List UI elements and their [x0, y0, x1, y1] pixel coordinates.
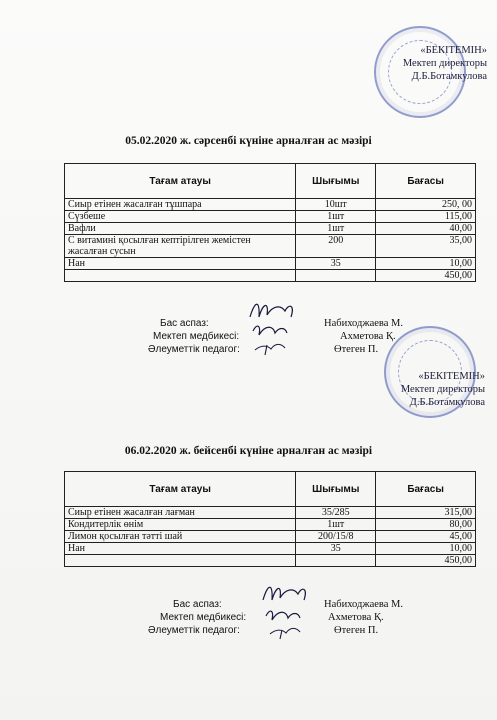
pedagogue-name: Өтеген П.: [334, 344, 379, 355]
dish-yield: 35: [296, 258, 376, 270]
dish-price: 80,00: [376, 519, 476, 531]
dish-name: Сүзбеше: [65, 211, 296, 223]
dish-name: Кондитерлік өнім: [65, 519, 296, 531]
dish-yield: 10шт: [296, 199, 376, 211]
dish-name: Сиыр етінен жасалған лағман: [65, 507, 296, 519]
approval-block: [401, 370, 485, 409]
dish-yield: 1шт: [296, 211, 376, 223]
table-row: [65, 211, 476, 223]
pedagogue-label: Әлеуметтік педагог:: [148, 344, 240, 355]
total-row: [65, 555, 476, 567]
dish-name: Сиыр етінен жасалған тұшпара: [65, 199, 296, 211]
dish-price: 10,00: [376, 543, 476, 555]
dish-price: 10,00: [376, 258, 476, 270]
dish-name: С витамині қосылған кептірілген жемістен жасалған сусын: [65, 235, 296, 258]
menu-table: [64, 471, 476, 567]
dish-name: Нан: [65, 258, 296, 270]
header-price: Бағасы: [376, 472, 476, 507]
approval-position: Мектеп директоры: [400, 384, 485, 395]
total-empty-cell: [296, 270, 376, 282]
total-price: 450,00: [376, 270, 476, 282]
approval-block: [403, 44, 487, 83]
total-empty-cell: [296, 555, 376, 567]
chef-label: Бас аспаз:: [173, 599, 222, 610]
table-row: [65, 235, 476, 258]
chef-name: Набиходжаева М.: [324, 318, 403, 329]
dish-yield: 35: [296, 543, 376, 555]
total-row: [65, 270, 476, 282]
menu-title: 05.02.2020 ж. сәрсенбі күніне арналған ас мәзірі: [125, 135, 372, 147]
table-row: [65, 199, 476, 211]
total-price: 450,00: [376, 555, 476, 567]
chef-label: Бас аспаз:: [160, 318, 209, 329]
handwritten-signatures: [245, 295, 315, 365]
dish-price: 35,00: [376, 235, 476, 258]
nurse-name: Ахметова Қ.: [340, 331, 396, 342]
dish-yield: 200: [296, 235, 376, 258]
dish-name: Вафли: [65, 223, 296, 235]
dish-price: 40,00: [376, 223, 476, 235]
approval-position: Мектеп директоры: [402, 58, 487, 69]
dish-name: Лимон қосылған тәтті шай: [65, 531, 296, 543]
dish-yield: 1шт: [296, 519, 376, 531]
pedagogue-name: Өтеген П.: [334, 625, 379, 636]
nurse-name: Ахметова Қ.: [328, 612, 384, 623]
approval-title: «БЕКІТЕМІН»: [418, 371, 485, 382]
dish-price: 315,00: [376, 507, 476, 519]
approval-name: Д.Б.Ботамкулова: [409, 397, 485, 408]
pedagogue-label: Әлеуметтік педагог:: [148, 625, 240, 636]
table-row: [65, 258, 476, 270]
header-dish-name: Тағам атауы: [65, 472, 296, 507]
nurse-label: Мектеп медбикесі:: [153, 331, 240, 342]
handwritten-signatures: [258, 578, 328, 648]
header-dish-name: Тағам атауы: [65, 164, 296, 199]
header-yield: Шығымы: [296, 164, 376, 199]
table-row: [65, 519, 476, 531]
table-row: [65, 223, 476, 235]
approval-title: «БЕКІТЕМІН»: [420, 45, 487, 56]
table-row: [65, 543, 476, 555]
total-empty-cell: [65, 270, 296, 282]
dish-name: Нан: [65, 543, 296, 555]
dish-price: 115,00: [376, 211, 476, 223]
dish-price: 250, 00: [376, 199, 476, 211]
dish-yield: 35/285: [296, 507, 376, 519]
menu-table: [64, 163, 476, 282]
dish-price: 45,00: [376, 531, 476, 543]
dish-yield: 1шт: [296, 223, 376, 235]
chef-name: Набиходжаева М.: [324, 599, 403, 610]
header-yield: Шығымы: [296, 472, 376, 507]
nurse-label: Мектеп медбикесі:: [160, 612, 247, 623]
menu-title: 06.02.2020 ж. бейсенбі күніне арналған ас мәзірі: [124, 445, 373, 457]
table-row: [65, 507, 476, 519]
header-price: Бағасы: [376, 164, 476, 199]
table-header-row: [65, 164, 476, 199]
total-empty-cell: [65, 555, 296, 567]
dish-yield: 200/15/8: [296, 531, 376, 543]
approval-name: Д.Б.Ботамкулова: [411, 71, 487, 82]
table-header-row: [65, 472, 476, 507]
table-row: [65, 531, 476, 543]
